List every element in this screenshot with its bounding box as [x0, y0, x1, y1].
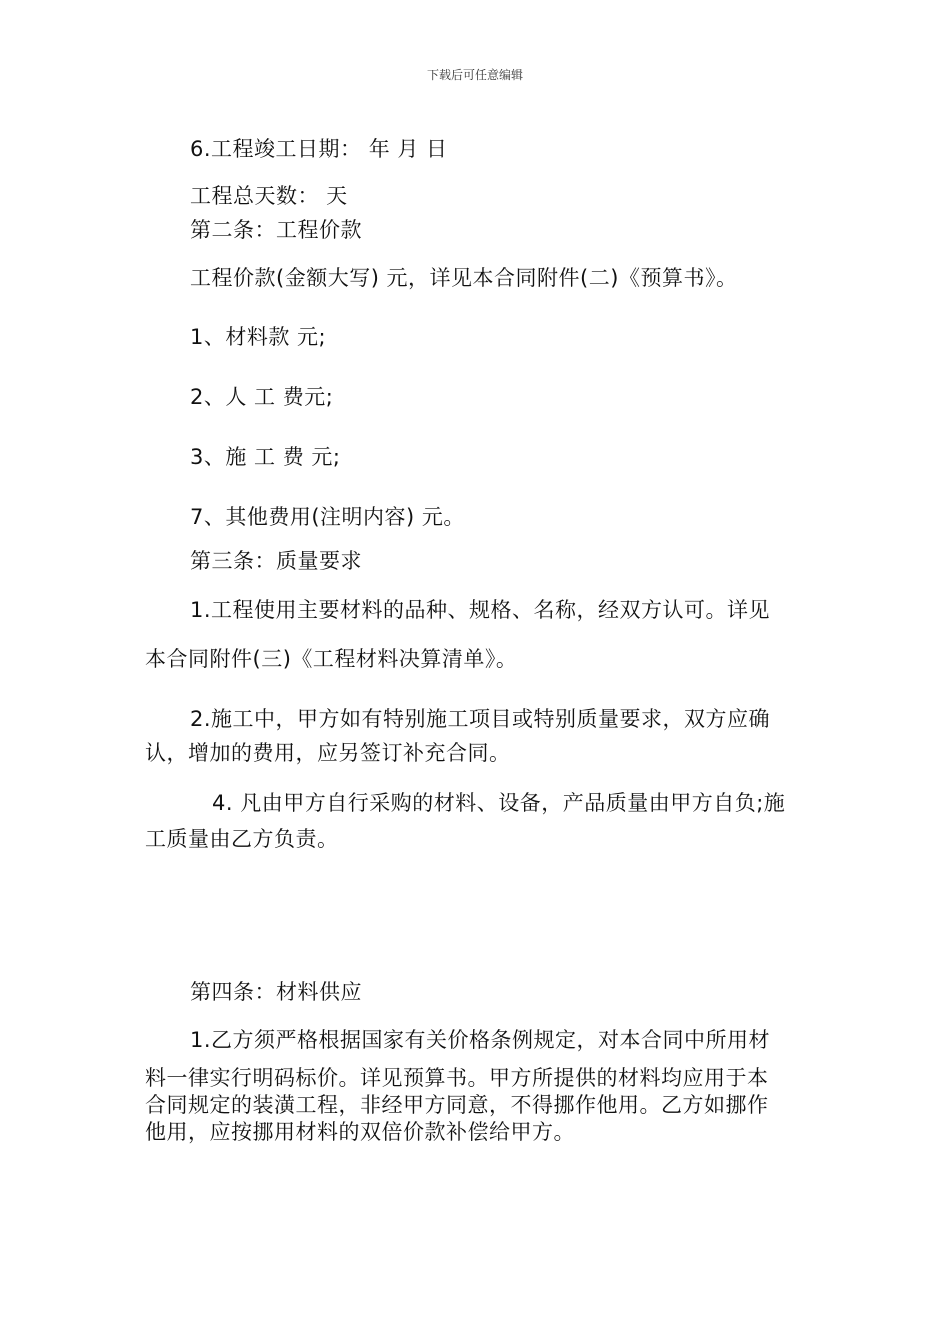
total-days-line: 工程总天数： 天 — [190, 184, 348, 208]
construction-cost-line: 3、施 工 费 元; — [190, 445, 341, 469]
quality-item-4-line-1: 4. 凡由甲方自行采购的材料、设备，产品质量由甲方自负;施 — [212, 791, 786, 815]
article-2-heading: 第二条：工程价款 — [190, 218, 362, 242]
quality-item-4-line-2: 工质量由乙方负责。 — [145, 827, 339, 851]
material-cost-line: 1、材料款 元; — [190, 325, 327, 349]
quality-item-1-line-1: 1.工程使用主要材料的品种、规格、名称，经双方认可。详见 — [190, 598, 771, 622]
quality-item-2-line-2: 认，增加的费用，应另签订补充合同。 — [145, 741, 511, 765]
completion-date-line: 6.工程竣工日期： 年 月 日 — [190, 137, 448, 161]
supply-item-1-line-2: 料一律实行明码标价。详见预算书。甲方所提供的材料均应用于本 — [145, 1066, 769, 1090]
supply-item-1-line-1: 1.乙方须严格根据国家有关价格条例规定，对本合同中所用材 — [190, 1028, 771, 1052]
article-3-heading: 第三条：质量要求 — [190, 549, 362, 573]
supply-item-1-line-4: 他用，应按挪用材料的双倍价款补偿给甲方。 — [145, 1120, 575, 1144]
labor-cost-line: 2、人 工 费元; — [190, 385, 334, 409]
quality-item-2-line-1: 2.施工中，甲方如有特别施工项目或特别质量要求，双方应确 — [190, 707, 771, 731]
article-4-heading: 第四条：材料供应 — [190, 980, 362, 1004]
other-cost-line: 7、其他费用(注明内容) 元。 — [190, 505, 465, 529]
supply-item-1-line-3: 合同规定的装潢工程，非经甲方同意，不得挪作他用。乙方如挪作 — [145, 1093, 769, 1117]
quality-item-1-line-2: 本合同附件(三)《工程材料决算清单》。 — [145, 647, 518, 671]
page-header: 下载后可任意编辑 — [426, 68, 523, 82]
price-line: 工程价款(金额大写) 元，详见本合同附件(二)《预算书》。 — [190, 266, 738, 290]
